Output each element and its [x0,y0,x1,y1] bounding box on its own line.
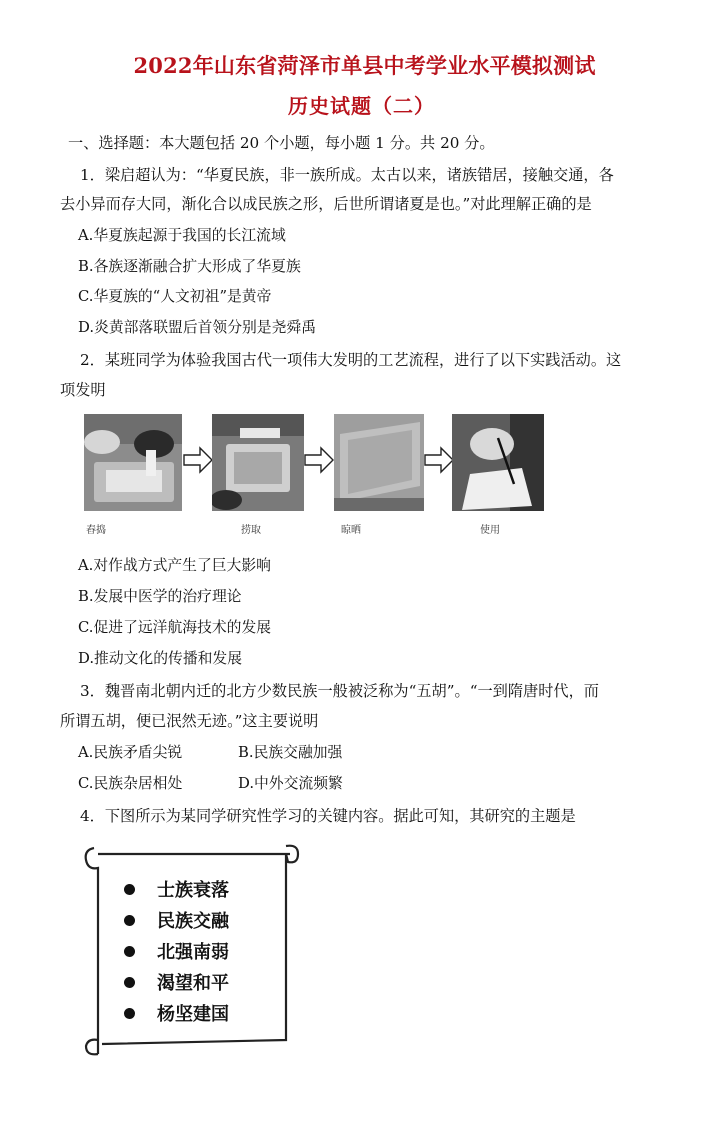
photo-drying [334,414,424,511]
q3-option-d: D.中外交流频繁 [238,775,343,792]
bullet-icon [124,1008,135,1019]
exam-title: 2022年山东省菏泽市单县中考学业水平模拟测试 [133,53,596,78]
q3-option-c: C.民族杂居相处 [78,775,183,792]
photo-scooping [212,414,304,511]
step-caption-4: 使用 [480,525,500,536]
q2-option-a: A.对作战方式产生了巨大影响 [78,557,271,574]
q1-stem-line-2: 去小异而存大同，渐化合以成民族之形，后世所谓诸夏是也。”对此理解正确的是 [60,195,592,213]
step-caption-3: 晾晒 [341,525,361,536]
bullet-icon [124,915,135,926]
q2-option-b: B.发展中医学的治疗理论 [78,588,242,605]
bullet-icon [124,946,135,957]
step-caption-1: 舂捣 [86,525,106,536]
arrow-right-icon [183,446,213,474]
q1-option-d: D.炎黄部落联盟后首领分别是尧舜禹 [78,319,316,336]
q4-stem: 4．下图所示为某同学研究性学习的关键内容。据此可知，其研究的主题是 [80,807,576,825]
q2-stem-line-1: 2．某班同学为体验我国古代一项伟大发明的工艺流程，进行了以下实践活动。这 [80,351,622,369]
q1-option-c: C.华夏族的“人文初祖”是黄帝 [78,288,272,305]
bullet-icon [124,884,135,895]
bullet-icon [124,977,135,988]
q1-option-a: A.华夏族起源于我国的长江流域 [78,227,286,244]
step-caption-2: 捞取 [241,525,261,536]
q2-option-c: C.促进了远洋航海技术的发展 [78,619,272,636]
q3-option-a: A.民族矛盾尖锐 [78,744,183,761]
scroll-item: 士族衰落 [124,876,229,902]
q1-option-b: B.各族逐渐融合扩大形成了华夏族 [78,258,301,275]
q3-option-b: B.民族交融加强 [238,744,343,761]
q3-stem-line-2: 所谓五胡，便已泯然无迹。”这主要说明 [60,712,319,730]
section-heading: 一、选择题：本大题包括 20 个小题，每小题 1 分。共 20 分。 [68,134,495,152]
arrow-right-icon [304,446,334,474]
q2-stem-line-2: 项发明 [60,381,106,399]
q3-stem-line-1: 3．魏晋南北朝内迁的北方少数民族一般被泛称为“五胡”。“一到隋唐时代，而 [80,682,599,700]
arrow-right-icon [424,446,454,474]
q1-stem-line-1: 1．梁启超认为：“华夏民族，非一族所成。太古以来，诸族错居，接触交通，各 [80,166,614,184]
photo-using [452,414,544,511]
scroll-item: 北强南弱 [124,938,229,964]
scroll-item: 渴望和平 [124,969,229,995]
exam-subtitle: 历史试题（二） [288,94,435,118]
scroll-item: 民族交融 [124,907,229,933]
scroll-item: 杨坚建国 [124,1000,229,1026]
photo-pounding [84,414,182,511]
q2-option-d: D.推动文化的传播和发展 [78,650,243,667]
